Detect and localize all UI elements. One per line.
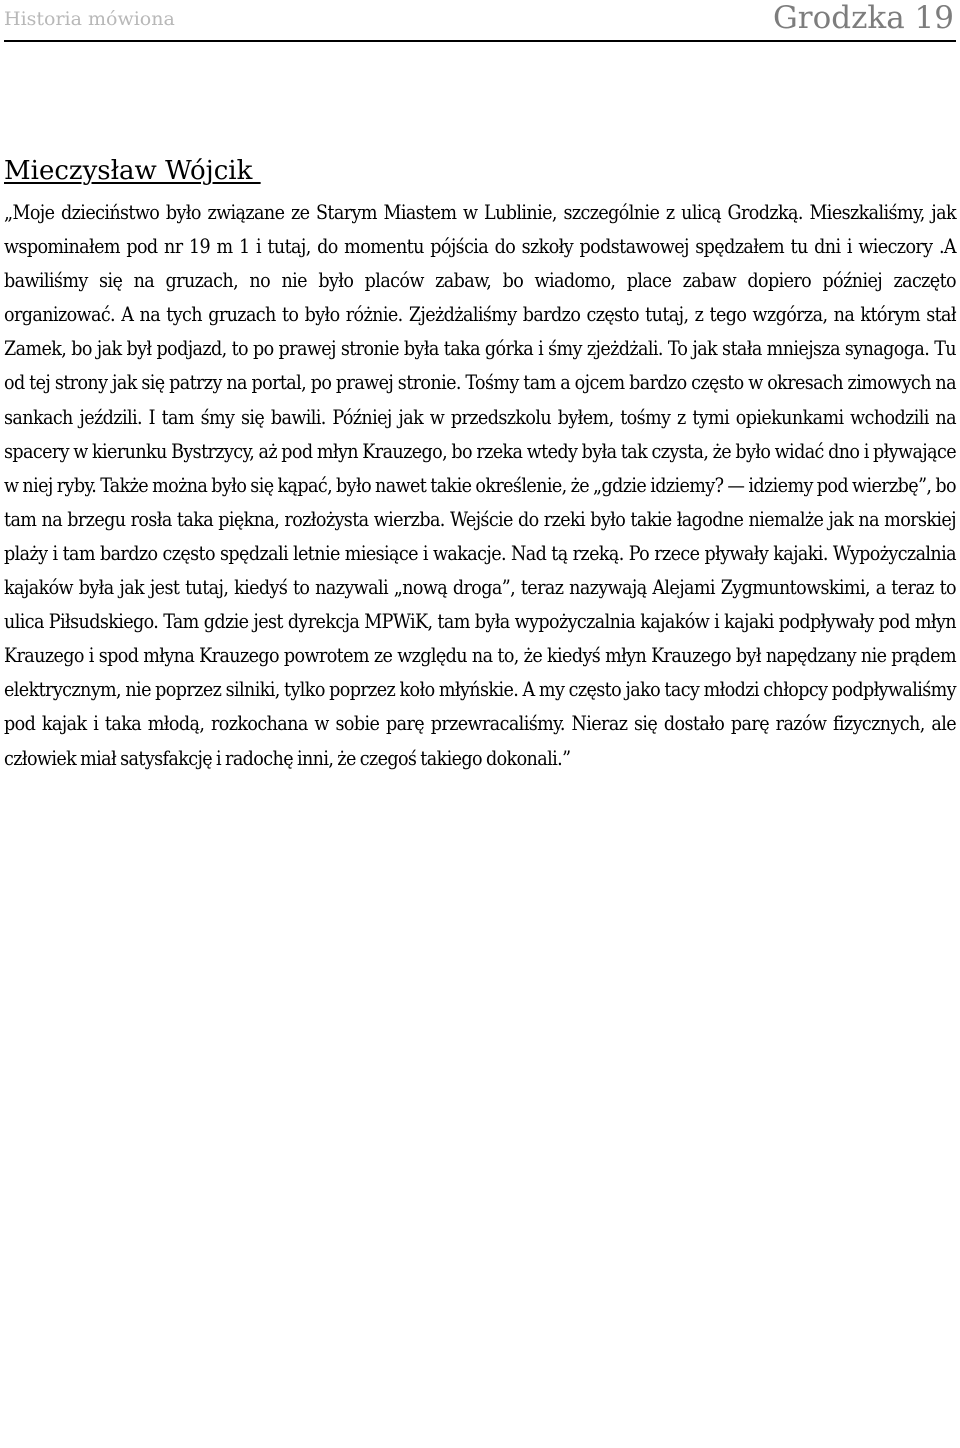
article-body: „Moje dzieciństwo było związane ze Starym Miastem w Lublinie, szczególnie z ulicą Grodzką. Mieszkaliśmy, jak wspominałem pod nr 19 m 1 i tutaj, do momentu pójścia do szkoły podstawowej spędzałem tu dni i wieczory .A bawiliśmy się na gruzach, no nie było placów zabaw, bo wiadomo, place zabaw dopiero później zaczęto organizować. A na tych gruzach to było różnie. Zjeżdżaliśmy bardzo często tutaj, z tego wzgórza, na którym stał Zamek, bo jak był podjazd, to po prawej stronie była taka górka i śmy zjeżdżali. To jak stała mniejsza synagoga. Tu od tej strony jak się patrzy na portal, po prawej stronie. Tośmy tam a ojcem bardzo często w okresach zimowych na sankach jeździli. I tam śmy się bawili. Później jak w przedszkolu byłem, tośmy z tymi opiekunkami wchodzili na spacery w kierunku Bystrzycy, aż pod młyn Krauzego, bo rzeka wtedy była tak czysta, że było widać dno i pływające w niej ryby. Także można było się kąpać, było nawet takie określenie, że „gdzie idziemy? — idziemy pod wierzbę”, bo tam na brzegu rosła taka piękna, rozłożysta wierzba. Wejście do rzeki było takie łagodne niemalże jak na morskiej plaży i tam bardzo często spędzali letnie miesiące i wakacje. Nad tą rzeką. Po rzece pływały kajaki. Wypożyczalnia kajaków była jak jest tutaj, kiedyś to nazywali „nową droga”, teraz nazywają Alejami Zygmuntowskimi, a teraz to ulica Piłsudskiego. Tam gdzie jest dyrekcja MPWiK, tam była wypożyczalnia kajaków i kajaki podpływały pod młyn Krauzego i spod młyna Krauzego powrotem ze względu na to, że kiedyś młyn Krauzego był napędzany nie prądem elektrycznym, nie poprzez silniki, tylko poprzez koło młyńskie. A my często jako tacy młodzi chłopcy podpływaliśmy pod kajak i taka młodą, rozkochana w sobie parę przewracaliśmy. Nieraz się dostało parę razów fizycznych, ale człowiek miał satysfakcję i radochę inni, że czegoś takiego dokonali.”	[4, 201, 956, 770]
running-header	[4, 0, 956, 42]
street-title: Grodzka 19	[773, 0, 954, 36]
article-title: Mieczysław Wójcik	[4, 156, 261, 186]
series-title: Historia mówiona	[4, 8, 175, 30]
